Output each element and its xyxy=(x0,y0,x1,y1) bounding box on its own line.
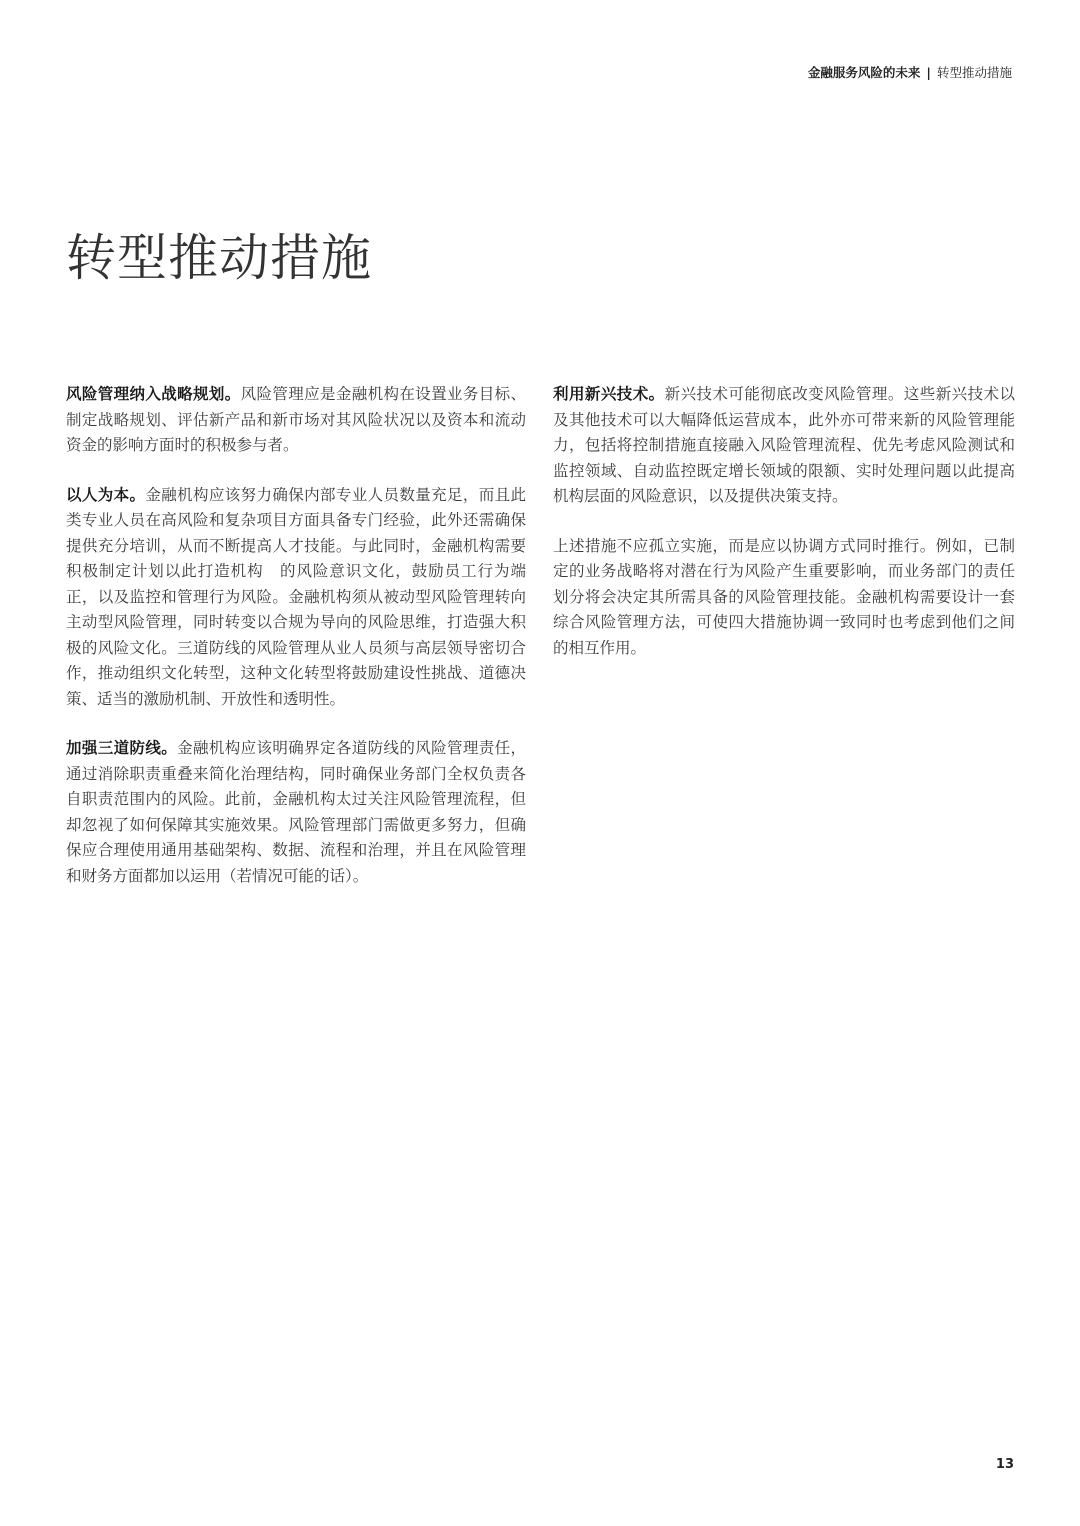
page-number: 13 xyxy=(995,1457,1014,1472)
paragraph-lead: 风险管理纳入战略规划。 xyxy=(66,385,241,403)
paragraph-coordination xyxy=(553,534,1015,662)
paragraph-text: 金融机构应该努力确保内部专业人员数量充足，而且此类专业人员在高风险和复杂项目方面具备专门经验，此外还需确保提供充分培训，从而不断提高人才技能。与此同时，金融机构需要积极制定计划以此打造机构 的风险意识文化，鼓励员工行为端正，以及监控和管理行为风险。金融机构须从被动型风险管理转向主动型风险管理，同时转变以合规为导向的风险思维，打造强大积极的风险文化。三道防线的风险管理从业人员须与高层领导密切合作，推动组织文化转型，这种文化转型将鼓励建设性挑战、道德决策、适当的激励机制、开放性和透明性。 xyxy=(66,485,526,708)
header-section: 金融服务风险的未来 xyxy=(807,65,921,80)
header-chapter: 转型推动措施 xyxy=(936,65,1012,80)
header-separator: | xyxy=(926,65,931,80)
running-header xyxy=(808,63,1012,81)
paragraph-text: 新兴技术可能彻底改变风险管理。这些新兴技术以及其他技术可以大幅降低运营成本，此外亦可带来新的风险管理能力，包括将控制措施直接融入风险管理流程、优先考虑风险测试和监控领域、自动监控既定增长领域的限额、实时处理问题以此提高机构层面的风险意识，以及提供决策支持。 xyxy=(553,385,1015,505)
paragraph-technology xyxy=(553,382,1015,510)
left-column xyxy=(66,382,526,913)
paragraph-lead: 加强三道防线。 xyxy=(66,739,178,757)
paragraph-strategy xyxy=(66,382,526,459)
paragraph-text: 金融机构应该明确界定各道防线的风险管理责任，通过消除职责重叠来简化治理结构，同时确保业务部门全权负责各自职责范围内的风险。此前，金融机构太过关注风险管理流程，但却忽视了如何保障其实施效果。风险管理部门需做更多努力，但确保应合理使用通用基础架构、数据、流程和治理，并且在风险管理和财务方面都加以运用（若情况可能的话）。 xyxy=(66,739,526,885)
paragraph-lead: 利用新兴技术。 xyxy=(553,385,665,403)
page-title: 转型推动措施 xyxy=(66,229,372,287)
paragraph-text: 风险管理应是金融机构在设置业务目标、制定战略规划、评估新产品和新市场对其风险状况以及资本和流动资金的影响方面时的积极参与者。 xyxy=(66,385,526,454)
paragraph-three-lines xyxy=(66,736,526,889)
paragraph-text: 上述措施不应孤立实施，而是应以协调方式同时推行。例如，已制定的业务战略将对潜在行为风险产生重要影响，而业务部门的责任划分将会决定其所需具备的风险管理技能。金融机构需要设计一套综合风险管理方法，可使四大措施协调一致同时也考虑到他们之间的相互作用。 xyxy=(553,536,1015,657)
paragraph-lead: 以人为本。 xyxy=(66,485,146,504)
paragraph-people xyxy=(66,483,526,713)
right-column xyxy=(553,382,1015,685)
